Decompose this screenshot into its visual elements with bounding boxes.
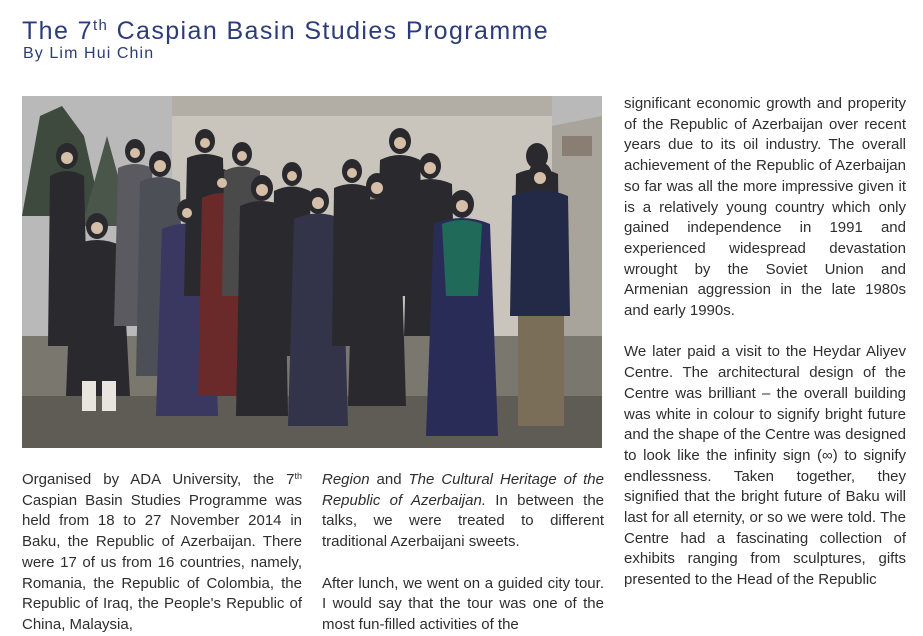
article-column-right — [624, 94, 906, 591]
group-photo-illustration — [22, 96, 602, 448]
column-middle-paragraph-1: Region and The Cultural Heritage of the Republic of Azerbaijan. In between the talks, we were treated to different traditional Azerbaijani sweets. — [322, 471, 605, 551]
title-superscript: th — [92, 17, 109, 34]
column-middle-paragraph-2: After lunch, we went on a guided city tour. I would say that the tour was one of the most fun-filled activities of the — [322, 574, 604, 633]
article-title: The 7th Caspian Basin Studies Programme — [22, 17, 550, 45]
column-right-paragraph-1: significant economic growth and properity of the Republic of Azerbaijan over recent years due to its oil industry. The overall achievement of the Republic of Azerbaijan so far was all the more impressive given it is a relatively young country which only gained independence in 1991 and experienced widespread devastation wrought by the Soviet Union and Armenian aggression in the late 1980s and early 1990s. — [624, 95, 906, 320]
article-column-middle — [322, 470, 604, 636]
article-column-left — [22, 470, 302, 636]
column-left-paragraph-1: Organised by ADA University, the 7th Caspian Basin Studies Programme was held from 18 to 27 November 2014 in Baku, the Republic of Azerbaijan. There were 17 of us from 16 countries, namely, Romania, the Republic of Colombia, the Republic of Iraq, the People's Republic of China, Malaysia, — [22, 471, 302, 633]
column-right-paragraph-2: We later paid a visit to the Heydar Aliyev Centre. The architectural design of the Centre was brilliant – the overall building was white in colour to signify bright future and the shape of the Centre was designed to look like the infinity sign (∞) to signify endlessness. Taken together, they signified that the bright future of Baku will last for all eternity, or so we were told. The Centre had a fascinating collection of exhibits ranging from sculptures, gifts presented to the Head of the Republic — [624, 343, 906, 589]
article-byline: By Lim Hui Chin — [23, 45, 155, 62]
group-photo — [22, 96, 602, 448]
